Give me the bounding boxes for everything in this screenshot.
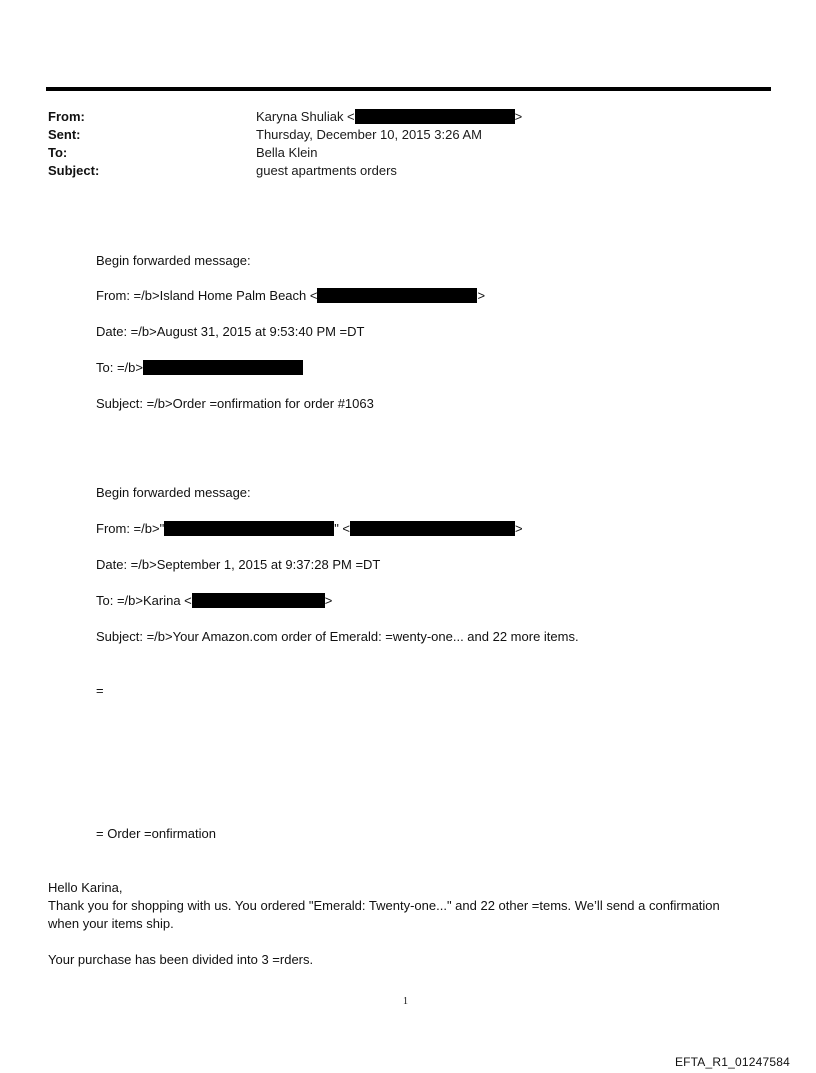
forward2-to: [96, 593, 332, 608]
forward2-to-suffix: >: [324, 593, 333, 608]
page-number: 1: [403, 996, 408, 1007]
redaction-block: [355, 109, 515, 124]
forward2-from: [96, 521, 523, 536]
forward1-date: Date: =/b>August 31, 2015 at 9:53:40 PM =DT: [96, 324, 365, 339]
order-confirmation-heading: = Order =onfirmation: [96, 826, 216, 841]
subject-value: guest apartments orders: [256, 163, 397, 178]
forward2-from-suffix: >: [515, 521, 523, 536]
forward1-from: [96, 288, 485, 303]
forward1-subject: Subject: =/b>Order =onfirmation for order #1063: [96, 396, 374, 411]
forward1-intro: Begin forwarded message:: [96, 253, 251, 268]
thanks-line-2: when your items ship.: [48, 916, 174, 931]
sent-label: Sent:: [48, 127, 81, 142]
to-value: Bella Klein: [256, 145, 318, 160]
redaction-block: [164, 521, 334, 536]
from-close: >: [514, 109, 523, 124]
thanks-line-1: Thank you for shopping with us. You ordered "Emerald: Twenty-one..." and 22 other =tems. We’ll send a confirmation: [48, 898, 720, 913]
sent-value: Thursday, December 10, 2015 3:26 AM: [256, 127, 482, 142]
forward2-date: Date: =/b>September 1, 2015 at 9:37:28 PM =DT: [96, 557, 381, 572]
forward2-to-prefix: To: =/b>Karina <: [96, 593, 192, 608]
forward1-to-prefix: To: =/b>: [96, 360, 143, 375]
forward1-to: [96, 360, 303, 375]
forward2-intro: Begin forwarded message:: [96, 485, 251, 500]
greeting: Hello Karina,: [48, 880, 123, 895]
redaction-block: [317, 288, 477, 303]
subject-label: Subject:: [48, 163, 100, 178]
from-name: Karyna Shuliak <: [256, 109, 355, 124]
header-rule: [46, 87, 771, 91]
redaction-block: [192, 593, 325, 608]
redaction-block: [143, 360, 303, 375]
from-value: [256, 108, 522, 126]
from-label: From:: [48, 109, 85, 124]
forward1-from-suffix: >: [477, 288, 486, 303]
bates-number: EFTA_R1_01247584: [674, 1055, 790, 1069]
forward2-from-mid: " <: [334, 521, 351, 536]
forward2-from-prefix: From: =/b>": [96, 521, 165, 536]
equals-line: =: [96, 683, 104, 698]
to-label: To:: [48, 145, 68, 160]
forward2-subject: Subject: =/b>Your Amazon.com order of Emerald: =wenty-one... and 22 more items.: [96, 629, 579, 644]
divided-orders-line: Your purchase has been divided into 3 =rders.: [48, 952, 314, 967]
redaction-block: [350, 521, 515, 536]
forward1-from-prefix: From: =/b>Island Home Palm Beach <: [96, 288, 318, 303]
